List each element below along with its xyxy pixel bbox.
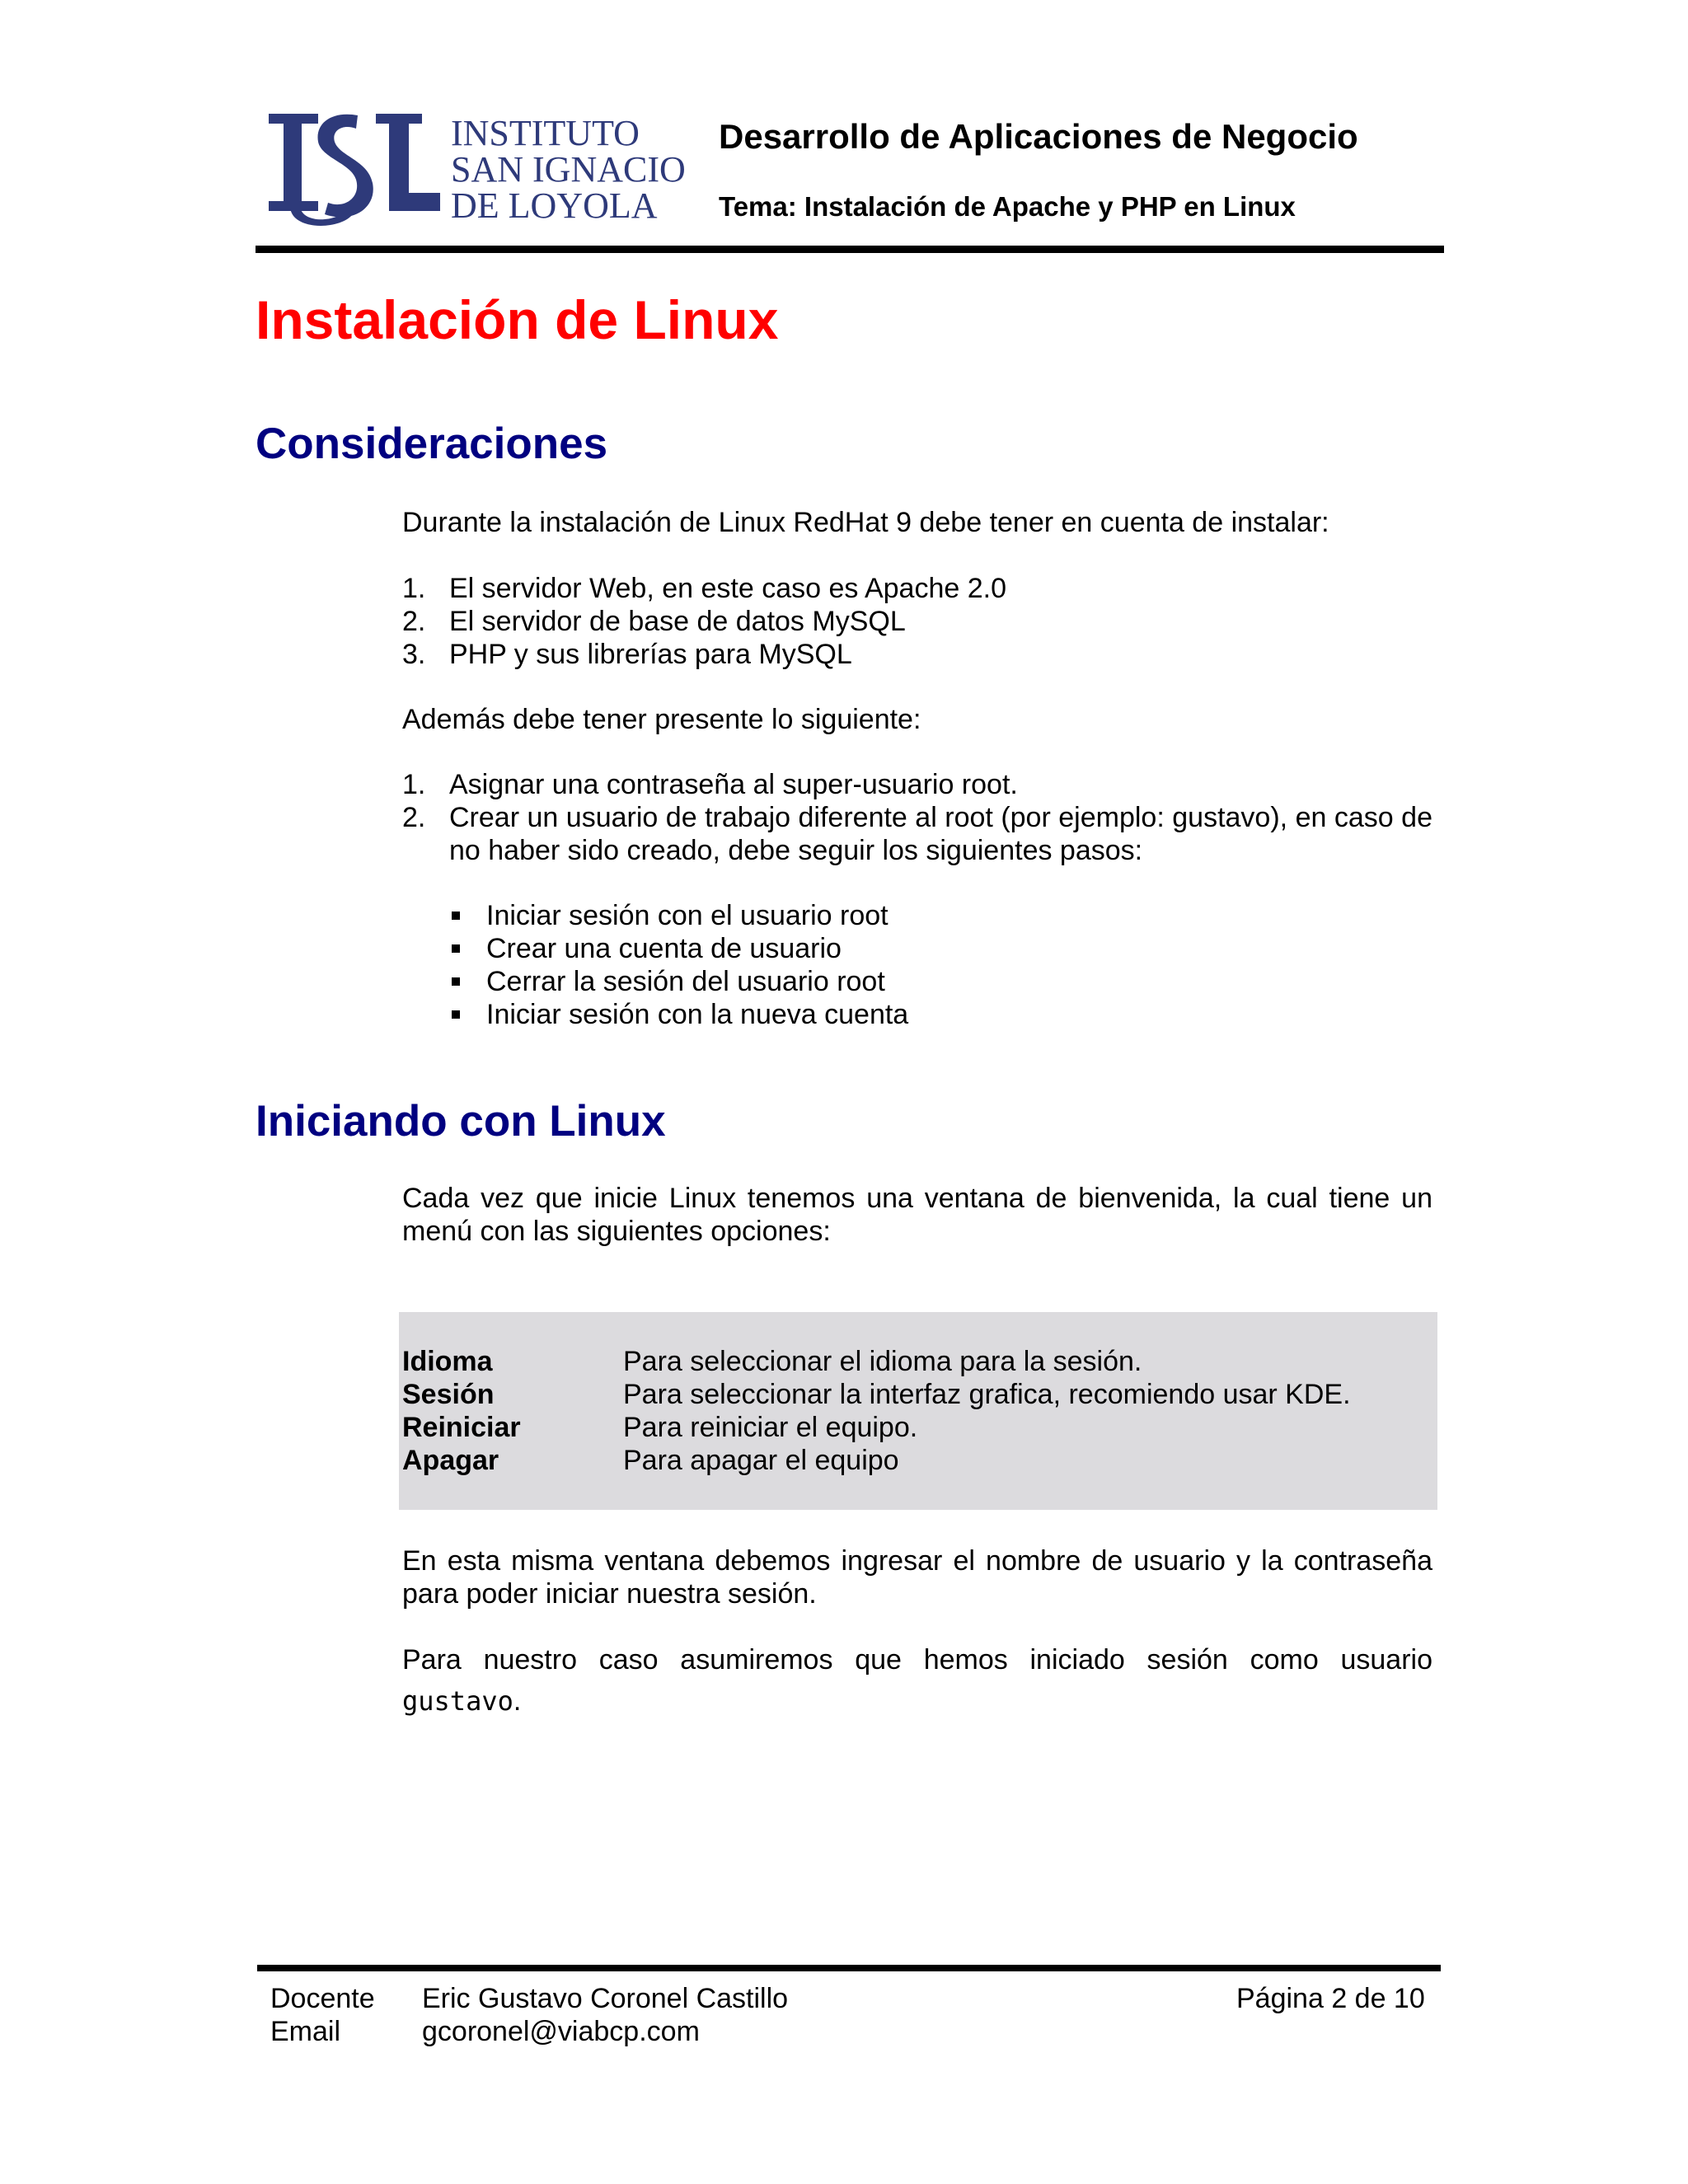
option-desc: Para seleccionar el idioma para la sesión.	[623, 1346, 1142, 1377]
iniciando-intro: Cada vez que inicie Linux tenemos una ventana de bienvenida, la cual tiene un menú con las siguientes opciones:	[402, 1183, 1432, 1247]
option-desc: Para reiniciar el equipo.	[623, 1412, 918, 1443]
header-divider	[256, 246, 1444, 253]
institution-logo	[265, 105, 702, 229]
section-heading-iniciando: Iniciando con Linux	[256, 1097, 666, 1146]
list-item: 1. El servidor Web, en este caso es Apache 2.0	[402, 573, 1006, 604]
iniciando-para2-user-line: gustavo.	[402, 1685, 522, 1717]
option-term: Apagar	[402, 1445, 499, 1476]
list-item: 2. Crear un usuario de trabajo diferente al root (por ejemplo: gustavo), en caso de no haber sido creado, debe seguir los siguientes pasos:	[402, 802, 1432, 866]
logo-instituto: INSTITUTO	[451, 113, 640, 153]
install-list	[402, 572, 1432, 671]
section-heading-consideraciones: Consideraciones	[256, 419, 608, 468]
footer-divider	[257, 1965, 1441, 1971]
list-item: Cerrar la sesión del usuario root	[449, 965, 1430, 998]
footer-docente-label: Docente	[270, 1983, 375, 2014]
iniciando-para2: Para nuestro caso asumiremos que hemos iniciado sesión como usuario	[402, 1644, 1432, 1675]
page-title: Instalación de Linux	[256, 289, 779, 350]
list-item: Crear una cuenta de usuario	[449, 932, 1430, 965]
footer-email-label: Email	[270, 2016, 341, 2047]
footer-page-number: Página 2 de 10	[1236, 1983, 1425, 2014]
header-course-title: Desarrollo de Aplicaciones de Negocio	[719, 117, 1358, 156]
list-item: 3. PHP y sus librerías para MySQL	[402, 639, 852, 670]
logo-san-ignacio: SAN IGNACIO	[451, 149, 686, 190]
steps-bullet-list	[449, 899, 1430, 1031]
options-box	[399, 1312, 1437, 1510]
iniciando-para1: En esta misma ventana debemos ingresar el nombre de usuario y la contraseña para poder iniciar nuestra sesión.	[402, 1545, 1432, 1610]
option-term: Sesión	[402, 1379, 495, 1410]
footer-docente-name: Eric Gustavo Coronel Castillo	[422, 1983, 789, 2014]
option-term: Idioma	[402, 1346, 493, 1377]
footer-email-value: gcoronel@viabcp.com	[422, 2016, 700, 2047]
list-item: Iniciar sesión con el usuario root	[449, 899, 1430, 932]
consideraciones-intro: Durante la instalación de Linux RedHat 9 debe tener en cuenta de instalar:	[402, 507, 1329, 538]
option-desc: Para seleccionar la interfaz grafica, recomiendo usar KDE.	[623, 1379, 1351, 1410]
list-item: 1. Asignar una contraseña al super-usuario root.	[402, 769, 1018, 800]
list-item: 2. El servidor de base de datos MySQL	[402, 606, 906, 637]
additional-list	[402, 768, 1432, 867]
username-code: gustavo	[402, 1685, 513, 1717]
list-item: Iniciar sesión con la nueva cuenta	[449, 998, 1430, 1031]
logo-de-loyola: DE LOYOLA	[451, 185, 658, 226]
option-desc: Para apagar el equipo	[623, 1445, 899, 1476]
option-term: Reiniciar	[402, 1412, 521, 1443]
consideraciones-intro2: Además debe tener presente lo siguiente:	[402, 704, 921, 735]
header-topic: Tema: Instalación de Apache y PHP en Linux	[719, 191, 1296, 222]
